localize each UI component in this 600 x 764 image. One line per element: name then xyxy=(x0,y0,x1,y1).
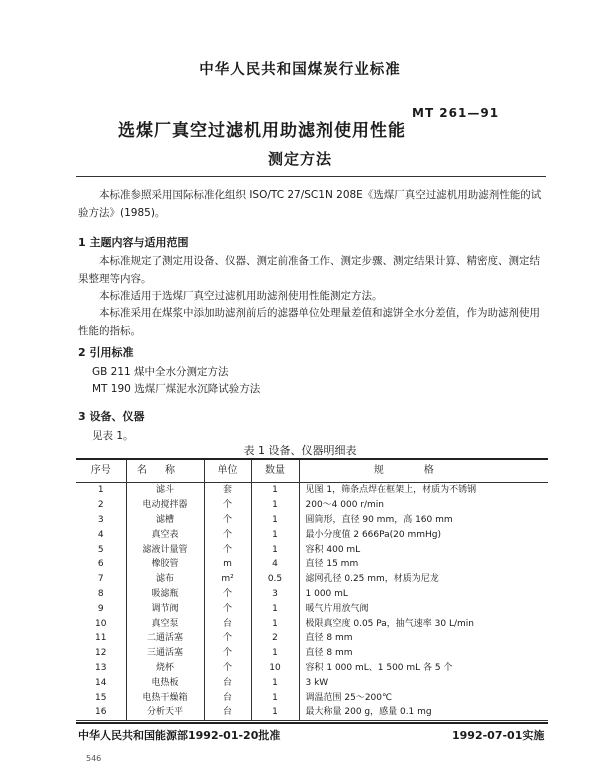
cell-unit: 个 xyxy=(204,631,251,646)
cell-index: 5 xyxy=(97,544,104,555)
cell-index: 9 xyxy=(97,603,104,614)
cell-spec: 调温范围 25～200℃ xyxy=(299,690,548,705)
table-row xyxy=(76,661,548,676)
table-row xyxy=(76,513,548,528)
cell-spec: 见图 1，筛条点焊在框架上，材质为不锈钢 xyxy=(299,483,548,498)
cell-unit: 台 xyxy=(204,675,251,690)
reference-gb211: GB 211 煤中全水分测定方法 xyxy=(92,366,229,378)
table-caption: 表 1 设备、仪器明细表 xyxy=(243,444,357,457)
cell-spec: 容积 1 000 mL、1 500 mL 各 5 个 xyxy=(299,661,548,676)
cell-spec: 滤网孔径 0.25 mm，材质为尼龙 xyxy=(299,572,548,587)
section-3-heading: 3 设备、仪器 xyxy=(78,410,145,423)
cell-index: 8 xyxy=(97,588,104,599)
cell-name: 真空表 xyxy=(126,527,204,542)
cell-quantity: 1 xyxy=(251,498,299,513)
table-row xyxy=(76,646,548,661)
table-row xyxy=(76,498,548,513)
cell-spec: 暖气片用放气阀 xyxy=(299,601,548,616)
cell-quantity: 10 xyxy=(251,661,299,676)
cell-unit: 个 xyxy=(204,587,251,602)
page-number: 546 xyxy=(86,754,102,763)
cell-quantity: 1 xyxy=(251,527,299,542)
cell-quantity: 3 xyxy=(251,587,299,602)
table-row xyxy=(76,690,548,705)
table-row xyxy=(76,527,548,542)
section-2-heading: 2 引用标准 xyxy=(78,346,134,359)
cell-name: 烧杯 xyxy=(126,661,204,676)
cell-name: 滤槽 xyxy=(126,513,204,528)
table-row xyxy=(76,616,548,631)
equipment-table xyxy=(76,458,548,721)
cell-spec: 直径 8 mm xyxy=(299,646,548,661)
cell-name: 吸滤瓶 xyxy=(126,587,204,602)
table-row xyxy=(76,587,548,602)
cell-unit: 套 xyxy=(204,483,251,498)
approval-note: 中华人民共和国能源部1992-01-20批准 xyxy=(78,729,281,742)
section-1-heading: 1 主题内容与适用范围 xyxy=(78,236,189,249)
intro-paragraph: 本标准参照采用国际标准化组织 ISO/TC 27/SC1N 208E《选煤厂真空过滤机用助滤剂性能的试验方法》(1985)。 xyxy=(78,189,542,219)
cell-spec: 最小分度值 2 666Pa(20 mmHg) xyxy=(299,527,548,542)
cell-quantity: 1 xyxy=(251,646,299,661)
cell-index: 10 xyxy=(95,618,107,629)
cell-unit: 个 xyxy=(204,661,251,676)
cell-unit: 台 xyxy=(204,616,251,631)
document-title-line2: 测定方法 xyxy=(267,150,332,168)
cell-quantity: 1 xyxy=(251,705,299,720)
cell-quantity: 0.5 xyxy=(251,572,299,587)
cell-index: 3 xyxy=(97,514,104,525)
cell-spec: 直径 8 mm xyxy=(299,631,548,646)
cell-quantity: 4 xyxy=(251,557,299,572)
cell-name: 电热板 xyxy=(126,675,204,690)
col-header-unit: 单位 xyxy=(204,459,251,483)
cell-unit: 个 xyxy=(204,498,251,513)
cell-index: 12 xyxy=(95,648,107,659)
table-row xyxy=(76,601,548,616)
cell-name: 分析天平 xyxy=(126,705,204,720)
cell-quantity: 1 xyxy=(251,483,299,498)
cell-quantity: 1 xyxy=(251,601,299,616)
cell-index: 2 xyxy=(97,500,104,511)
section-3-paragraph: 见表 1。 xyxy=(92,430,134,442)
table-row xyxy=(76,675,548,690)
cell-index: 14 xyxy=(95,677,107,688)
cell-quantity: 1 xyxy=(251,513,299,528)
cell-spec: 圆筒形，直径 90 mm，高 160 mm xyxy=(299,513,548,528)
cell-name: 三通活塞 xyxy=(126,646,204,661)
col-header-quantity: 数量 xyxy=(251,459,299,483)
cell-spec: 最大称量 200 g，感量 0.1 mg xyxy=(299,705,548,720)
footer-divider xyxy=(76,722,548,724)
cell-quantity: 2 xyxy=(251,631,299,646)
cell-spec: 200～4 000 r/min xyxy=(299,498,548,513)
cell-spec: 容积 400 mL xyxy=(299,542,548,557)
cell-spec: 极限真空度 0.05 Pa，抽气速率 30 L/min xyxy=(299,616,548,631)
cell-unit: 个 xyxy=(204,527,251,542)
cell-name: 二通活塞 xyxy=(126,631,204,646)
cell-unit: 台 xyxy=(204,690,251,705)
table-row xyxy=(76,572,548,587)
cell-quantity: 1 xyxy=(251,690,299,705)
table-header-row xyxy=(76,459,548,483)
table-row xyxy=(76,557,548,572)
section-1-paragraph-2: 本标准适用于选煤厂真空过滤机用助滤剂使用性能测定方法。 xyxy=(99,290,383,302)
table-row xyxy=(76,542,548,557)
cell-quantity: 1 xyxy=(251,675,299,690)
cell-name: 橡胶管 xyxy=(126,557,204,572)
document-title-line1: 选煤厂真空过滤机用助滤剂使用性能 xyxy=(118,121,406,141)
cell-spec: 1 000 mL xyxy=(299,587,548,602)
cell-unit: 个 xyxy=(204,601,251,616)
cell-unit: 个 xyxy=(204,542,251,557)
table-row xyxy=(76,483,548,498)
cell-name: 真空泵 xyxy=(126,616,204,631)
cell-unit: m² xyxy=(204,572,251,587)
cell-spec: 直径 15 mm xyxy=(299,557,548,572)
col-header-name: 名称 xyxy=(126,459,204,483)
cell-quantity: 1 xyxy=(251,616,299,631)
reference-mt190: MT 190 选煤厂煤泥水沉降试验方法 xyxy=(92,383,261,395)
cell-spec: 3 kW xyxy=(299,675,548,690)
cell-name: 电动搅拌器 xyxy=(126,498,204,513)
table-body xyxy=(76,483,548,721)
standard-code: MT 261—91 xyxy=(412,106,500,120)
table-row xyxy=(76,631,548,646)
cell-index: 4 xyxy=(97,529,104,540)
cell-index: 1 xyxy=(97,485,104,496)
cell-unit: m xyxy=(204,557,251,572)
cell-index: 7 xyxy=(97,574,104,585)
effective-date: 1992-07-01实施 xyxy=(452,729,545,742)
section-1-paragraph-1: 本标准规定了测定用设备、仪器、测定前准备工作、测定步骤、测定结果计算、精密度、测定结果整理等内容。 xyxy=(78,255,540,285)
cell-index: 15 xyxy=(95,692,107,703)
cell-index: 6 xyxy=(97,559,104,570)
table-row xyxy=(76,705,548,720)
cell-name: 滤布 xyxy=(126,572,204,587)
cell-name: 调节阀 xyxy=(126,601,204,616)
col-header-index: 序号 xyxy=(76,459,126,483)
section-1-paragraph-3: 本标准采用在煤浆中添加助滤剂前后的滤器单位处理量差值和滤饼全水分差值，作为助滤剂使用性能的指标。 xyxy=(78,307,540,337)
cell-index: 11 xyxy=(95,633,107,644)
cell-quantity: 1 xyxy=(251,542,299,557)
cell-name: 滤液计量管 xyxy=(126,542,204,557)
cell-name: 滤斗 xyxy=(126,483,204,498)
cell-unit: 个 xyxy=(204,646,251,661)
header-divider xyxy=(76,176,546,177)
cell-index: 16 xyxy=(76,705,126,720)
cell-unit: 个 xyxy=(204,513,251,528)
col-header-spec: 规格 xyxy=(299,459,548,483)
issuing-organization: 中华人民共和国煤炭行业标准 xyxy=(199,62,401,78)
cell-unit: 台 xyxy=(204,705,251,720)
cell-index: 13 xyxy=(95,662,107,673)
cell-name: 电热干燥箱 xyxy=(126,690,204,705)
